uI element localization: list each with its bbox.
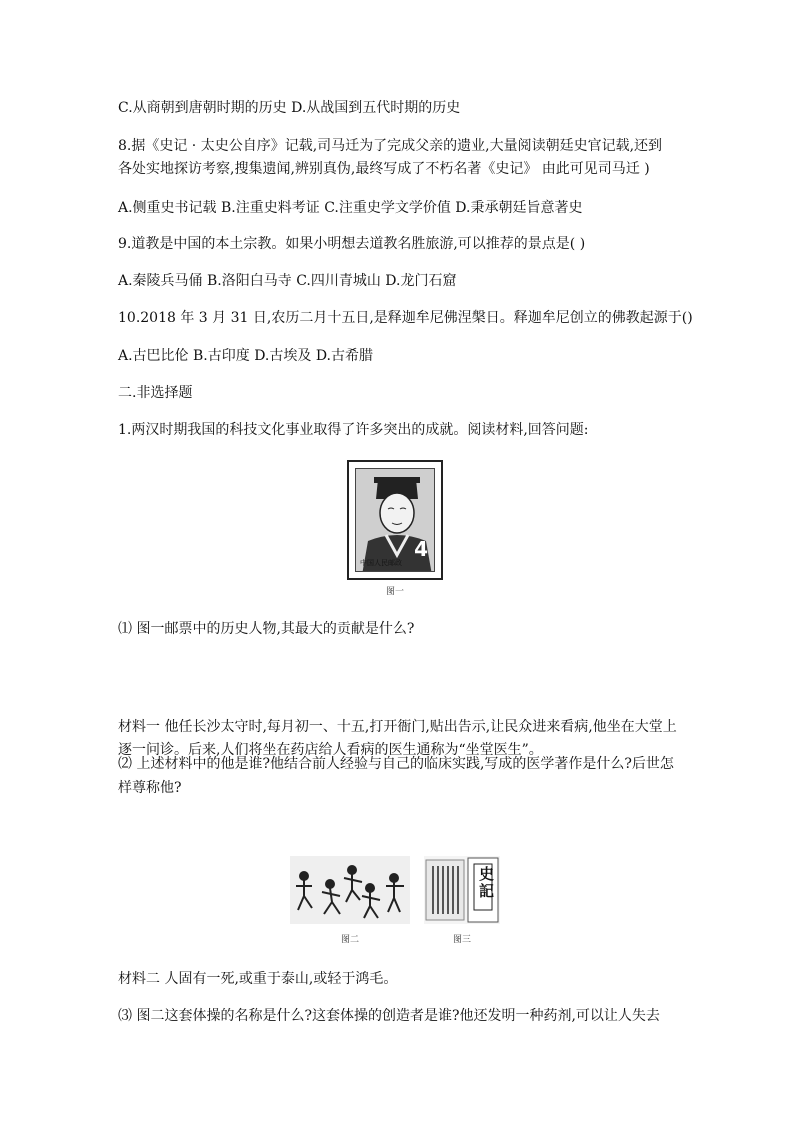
stamp-value: 4 — [414, 537, 428, 561]
q9-stem: 9.道教是中国的本土宗教。如果小明想去道教名胜旅游,可以推荐的景点是( ) — [118, 236, 586, 252]
material-1: 材料一 他任长沙太守时,每月初一、十五,打开衙门,贴出告示,让民众进来看病,他坐在大堂上逐一问诊。后来,人们将坐在药店给人看病的医生通称为“坐堂医生”。 — [118, 719, 677, 758]
fig2-caption: 图二 — [340, 935, 359, 945]
stamp-footer — [360, 558, 430, 568]
book-title: 史記 — [477, 866, 495, 900]
q9-options: A.秦陵兵马俑 B.洛阳白马寺 C.四川青城山 D.龙门石窟 — [118, 273, 457, 289]
q7-options-cd: C.从商朝到唐朝时期的历史 D.从战国到五代时期的历史 — [118, 100, 461, 116]
sub-question-2: ⑵ 上述材料中的他是谁?他结合前人经验与自己的临床实践,写成的医学著作是什么?后世怎样尊称他? — [118, 756, 674, 796]
material-2: 材料二 人固有一死,或重于泰山,或轻于鸿毛。 — [118, 971, 398, 987]
q8-options: A.侧重史书记载 B.注重史料考证 C.注重史学文学价值 D.秉承朝廷旨意著史 — [118, 200, 583, 216]
q10-options: A.古巴比伦 B.古印度 D.古埃及 D.古希腊 — [118, 348, 374, 364]
nq1-stem: 1.两汉时期我国的科技文化事业取得了许多突出的成就。阅读材料,回答问题: — [118, 422, 589, 438]
q8-stem-line1: 8.据《史记 · 太史公自序》记载,司马迁为了完成父亲的遗业,大量阅读朝廷史官记载,还到 — [118, 138, 663, 154]
fig3-caption: 图三 — [452, 935, 471, 945]
section-2-heading: 二.非选择题 — [118, 385, 193, 401]
figures-exercise-icon — [290, 856, 410, 924]
q8-stem-line2: 各处实地探访考察,搜集遗闻,辨别真伪,最终写成了不朽名著《史记》 由此可见司马迁 ) — [118, 161, 650, 177]
fig1-caption: 图一 — [385, 587, 404, 597]
exercise-figure — [290, 856, 410, 924]
sub-question-1: ⑴ 图一邮票中的历史人物,其最大的贡献是什么? — [118, 621, 415, 637]
stamp-portrait — [355, 468, 435, 572]
book-figure — [424, 856, 500, 924]
stamp-figure — [347, 460, 443, 580]
q10-stem: 10.2018 年 3 月 31 日,农历二月十五日,是释迦牟尼佛涅槃日。释迦牟尼创立的佛教起源于() — [118, 310, 693, 326]
sub-question-3: ⑶ 图二这套体操的名称是什么?这套体操的创造者是谁?他还发明一种药剂,可以让人失去 — [118, 1008, 660, 1024]
stamp-country: 中国人民邮政 — [360, 559, 402, 567]
